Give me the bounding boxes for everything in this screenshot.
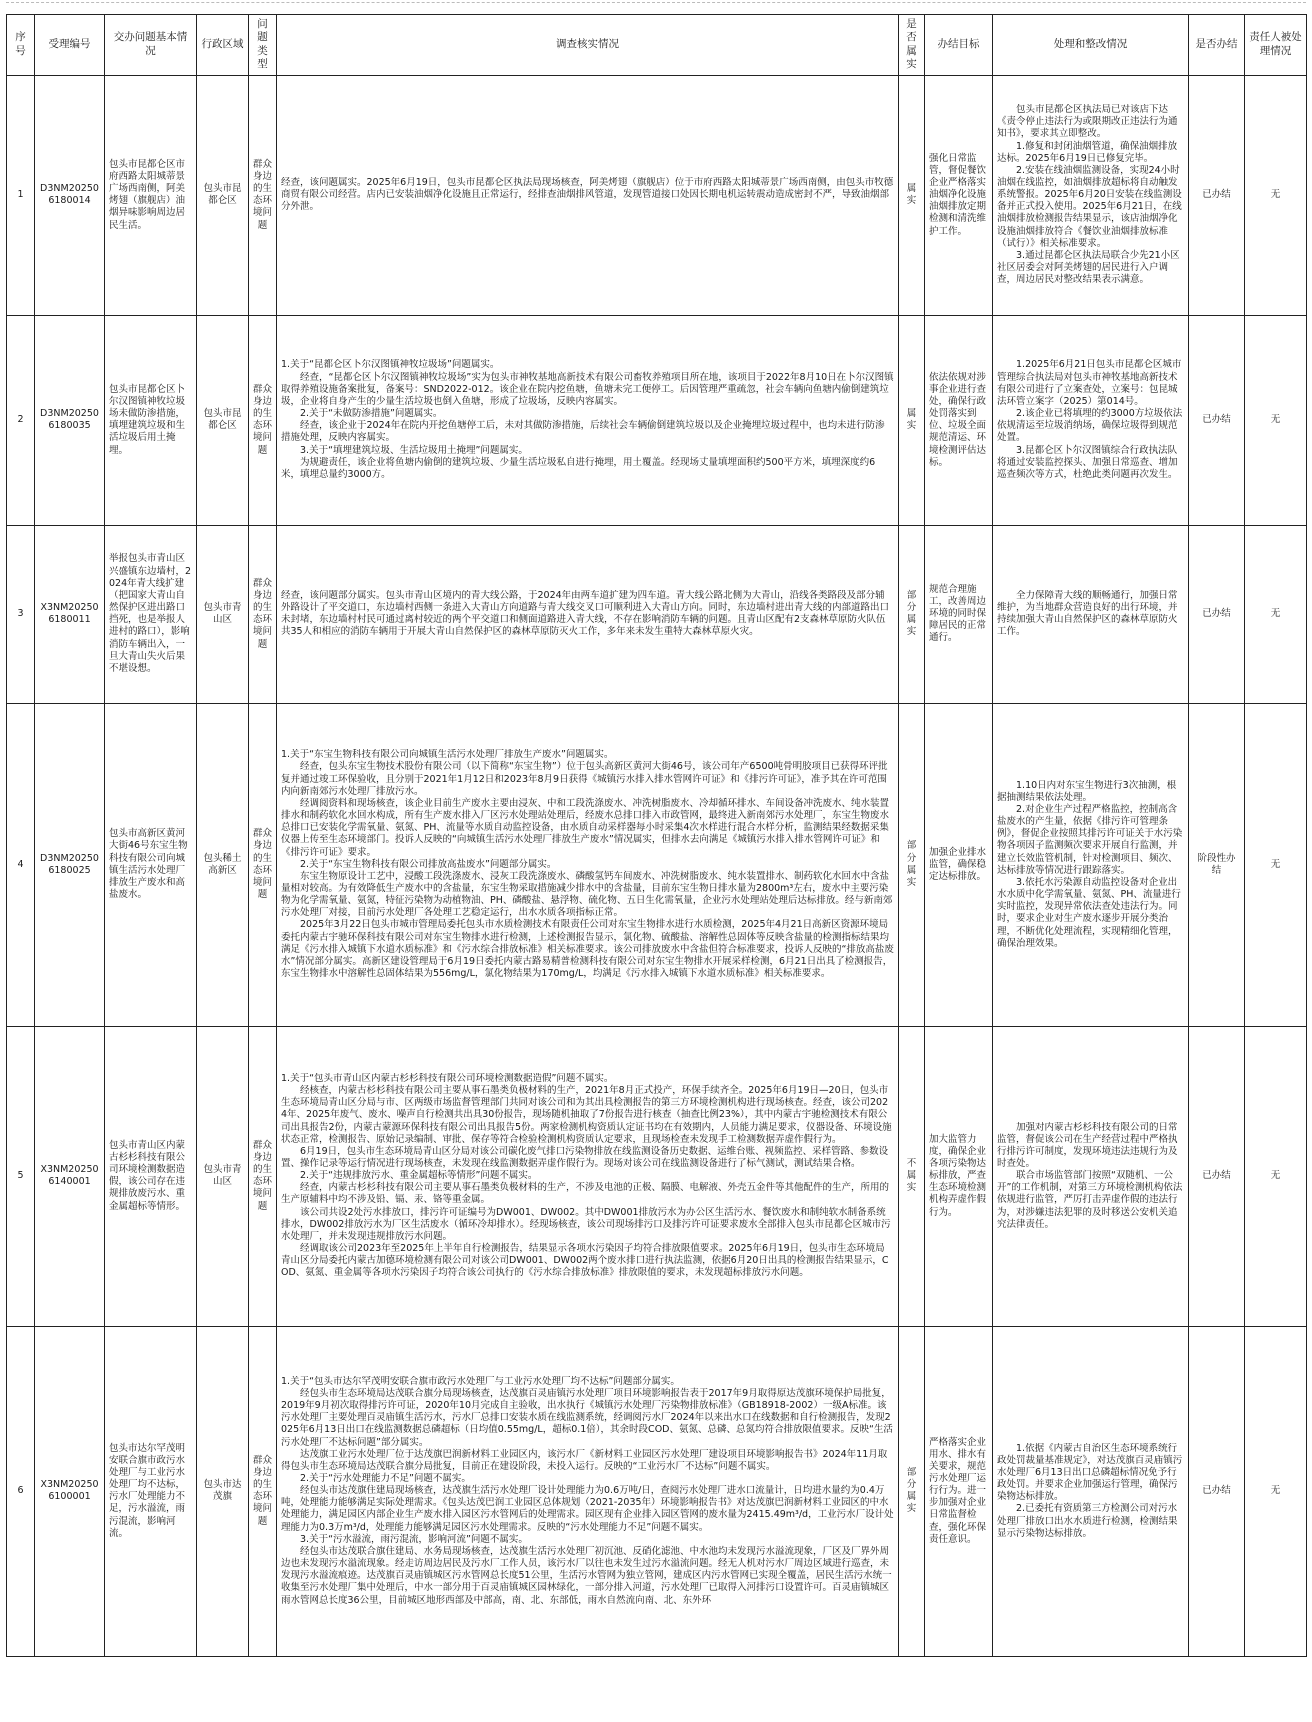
findings-paragraph: 经查，该问题属实。2025年6月19日，包头市昆都仑区执法局现场核查，阿美烤翅（旗舰店）位于市府西路太阳城蒂景广场西南侧，由包头市牧德商贸有限公司经营。店内已安装油烟净化设施且正常运行，经排查油烟排风管道，发现管道接口处因长期电机运转震动造成密封不严，导致油烟部分外泄。: [281, 177, 894, 213]
closure-goal: 强化日常监管，督促餐饮企业严格落实油烟净化设施油烟排放定期检测和清洗维护工作。: [925, 75, 993, 315]
findings-paragraph: 6月19日，包头市生态环境局青山区分局对该公司碳化废气排口污染物排放在线监测设备历史数据、运维台账、视频监控、采样管路、参数设置、操作记录等运行情况进行现场核查，未发现在线监测数据弄虚作假行为。现场对该公司在线监测设备进行了标气测试，测试结果合格。: [281, 1145, 889, 1170]
case-id: X3NM202506140001: [35, 1026, 105, 1326]
petition-handling-table: [6, 14, 1307, 1657]
row-number: 1: [7, 75, 35, 315]
case-id: D3NM202506180025: [35, 703, 105, 1026]
responsible-handling: 无: [1245, 525, 1307, 703]
handling-cell: [993, 703, 1189, 1026]
handling-cell: [993, 1026, 1189, 1326]
case-id: D3NM202506180035: [35, 315, 105, 525]
handling-paragraph: 联合市场监管部门按照“双随机、一公开”的工作机制，对第三方环境检测机构依法依规进行监管，严厉打击弄虚作假的违法行为，对涉嫌违法犯罪的及时移送公安机关追究法律责任。: [997, 1170, 1183, 1230]
closure-goal: 加强企业排水监管，确保稳定达标排放。: [925, 703, 993, 1026]
col-header-true: 是否属实: [899, 15, 925, 76]
region-name: 包头市昆都仑区: [197, 315, 249, 525]
col-header-region: 行政区域: [197, 15, 249, 76]
responsible-handling: 无: [1245, 315, 1307, 525]
closure-goal: 依法依规对涉事企业进行查处，确保行政处罚落实到位、垃圾全面规范清运、环境检测评估达标。: [925, 315, 993, 525]
handling-paragraph: 加强对内蒙古杉杉科技有限公司的日常监管，督促该公司在生产经营过程中严格执行排污许可制度，发现环境违法违规行为及时查处。: [997, 1121, 1178, 1170]
findings-paragraph: 1.关于“东宝生物科技有限公司向城镇生活污水处理厂排放生产废水”问题属实。: [281, 749, 614, 761]
problem-type: 群众身边的生态环境问题: [249, 75, 277, 315]
table-row: [7, 1026, 1307, 1326]
findings-paragraph: 2.关于“东宝生物科技有限公司排放高盐废水”问题部分属实。: [300, 858, 557, 870]
row-number: 6: [7, 1326, 35, 1656]
row-number: 5: [7, 1026, 35, 1326]
problem-type: 群众身边的生态环境问题: [249, 703, 277, 1026]
handling-paragraph: 1.依据《内蒙古自治区生态环境系统行政处罚裁量基准规定》，对达茂旗百灵庙镇污水处理厂6月13日出口总磷超标情况免予行政处罚。并要求企业加强运行管理，确保污染物达标排放。: [997, 1442, 1183, 1503]
col-header-resp: 责任人被处理情况: [1245, 15, 1307, 76]
closure-status: 阶段性办结: [1189, 703, 1245, 1026]
handling-cell: [993, 75, 1189, 315]
handling-cell: [993, 525, 1189, 703]
findings-paragraph: 1.关于“包头市青山区内蒙古杉杉科技有限公司环境检测数据造假”问题不属实。: [281, 1072, 614, 1084]
handling-cell: [993, 1326, 1189, 1656]
col-header-id: 受理编号: [35, 15, 105, 76]
findings-paragraph: 1.关于“昆都仑区卜尔汉图镇神牧垃圾场”问题属实。: [281, 359, 500, 371]
findings-paragraph: 该公司共设2处污水排放口，排污许可证编号为DW001、DW002。其中DW001排放污水为办公区生活污水、餐饮废水和制纯软水制备系统排水，DW002排放污水为厂区生活废水（循环冷却排水）。经现场核查，该公司现场排污口及排污许可证要求废水全部排入包头市昆都仑区城市污水处理厂，并未发现违规排放污水问题。: [281, 1206, 891, 1242]
col-header-no: 序号: [7, 15, 35, 76]
findings-paragraph: 1.关于“包头市达尔罕茂明安联合旗市政污水处理厂与工业污水处理厂均不达标”问题部分属实。: [281, 1375, 680, 1387]
case-summary: 包头市高新区黄河大街46号东宝生物科技有限公司向城镇生活污水处理厂排放生产废水和高盐废水。: [105, 703, 197, 1026]
verified-status: 属实: [899, 75, 925, 315]
findings-cell: [277, 315, 899, 525]
row-number: 2: [7, 315, 35, 525]
case-summary: 包头市青山区内蒙古杉杉科技有限公司环境检测数据造假，该公司存在违规排放废污水、重金属超标等情形。: [105, 1026, 197, 1326]
findings-paragraph: 2.关于“污水处理能力不足”问题不属实。: [300, 1473, 471, 1485]
problem-type: 群众身边的生态环境问题: [249, 1026, 277, 1326]
findings-paragraph: 经核查，内蒙古杉杉科技有限公司主要从事石墨类负极材料的生产，2021年8月正式投产，环保手续齐全。2025年6月19日—20日，包头市生态环境局青山区分局与市、区两级市场监督管理部门共同对该公司和为其出具检测报告的第三方环境检测机构进行现场核查。经查，该公司2024年、2025年废气、废水、噪声自行检测共出具30份报告，现场随机抽取了7份报告进行核查（抽查比例23%），其中内蒙古宇驰检测技术有限公司出具报告2份，内蒙古蒙源环保科技有限公司出具报告5份。两家检测机构资质认定证书均在有效期内，人员能力满足要求，仪器设备、环境设施状态正常，检测报告、原始记录编制、审批、保存等符合检验检测机构资质认定要求，且现场检查未发现手工检测数据弄虚作假行为。: [281, 1085, 892, 1145]
findings-paragraph: 经查，该企业于2024年在院内开挖鱼塘停工后，未对其做防渗措施，后续社会车辆偷倒建筑垃圾以及企业掩埋垃圾过程中，也均未进行防渗措施处理，反映内容属实。: [281, 420, 885, 444]
findings-paragraph: 经包头市生态环境局达茂联合旗分局现场核查，达茂旗百灵庙镇污水处理厂项目环境影响报告表于2017年9月取得原达茂旗环境保护局批复，2019年9月初次取得排污许可证，2020年10月完成自主验收，出水执行《城镇污水处理厂污染物排放标准》（GB18918-2002）一级A标准。该污水处理厂主要处理百灵庙镇生活污水，污水厂总排口安装水质在线监测系统，经调阅污水厂2024年以来出水口在线数据和自行检测报告，发现2025年6月13日出口在线监测数据总磷超标（日均值0.55mg/L，超标0.1倍），其余时段COD、氨氮、总磷、总氮均符合排放限值要求。反映“生活污水处理厂不达标问题”部分属实。: [281, 1387, 893, 1448]
case-id: D3NM202506180014: [35, 75, 105, 315]
closure-status: 已办结: [1189, 75, 1245, 315]
closure-status: 已办结: [1189, 1326, 1245, 1656]
findings-paragraph: 经查，内蒙古杉杉科技有限公司主要从事石墨类负极材料的生产，不涉及电池的正极、隔膜、电解液、外壳五金件等其他配件的生产，所用的生产原辅料中均不涉及铅、镉、汞、铬等重金属。: [281, 1182, 890, 1206]
problem-type: 群众身边的生态环境问题: [249, 315, 277, 525]
case-summary: 包头市达尔罕茂明安联合旗市政污水处理厂与工业污水处理厂均不达标，污水厂处理能力不足，污水溢流，雨污混流，影响河流。: [105, 1326, 197, 1656]
verified-status: 部分属实: [899, 525, 925, 703]
findings-paragraph: 达茂旗工业污水处理厂位于达茂旗巴润新材料工业园区内，该污水厂《新材料工业园区污水处理厂建设项目环境影响报告书》2024年11月取得包头市生态环境局达茂联合旗分局批复，目前正在建设阶段，未投入运行。反映的“工业污水厂不达标”问题不属实。: [281, 1448, 888, 1472]
handling-paragraph: 3.依托水污染源自动监控设备对企业出水水质中化学需氧量、氨氮、PH、流量进行实时监控，发现异常依法查处违法行为。同时，要求企业对生产废水逐步开展分类治理，不断优化处理流程，实现精细化管理，确保治理效果。: [997, 876, 1181, 949]
table-body: [7, 75, 1307, 1656]
handling-cell: [993, 315, 1189, 525]
problem-type: 群众身边的生态环境问题: [249, 525, 277, 703]
region-name: 包头市达茂旗: [197, 1326, 249, 1656]
verified-status: 不属实: [899, 1026, 925, 1326]
petition-table-container: [6, 14, 1307, 1657]
findings-paragraph: 经调阅资料和现场核查，该企业目前生产废水主要由浸灰、中和工段洗涤废水、冲洗树脂废水、冷却循环排水、车间设备冲洗废水、纯水装置排水和制药软化水回水构成，所有生产废水排入厂区污水处理站处理后，经废水总排口排入市政管网，最终进入新南郊污水处理厂，东宝生物废水总排口已安装化学需氧量、氨氮、PH、流量等水质自动监控设备，由水质自动采样器每小时采集4次水样进行混合水样分析，监测结果经数据采集仪器上传至生态环境部门。投诉人反映的“向城镇生活污水处理厂排放生产废水”情况属实，但排水去向满足《城镇污水排入排水管网许可证》和《排污许可证》要求。: [281, 797, 890, 858]
findings-paragraph: 经包头市达茂联合旗住建局、水务局现场核查，达茂旗生活污水处理厂初沉池、反硝化滤池、中水池均未发现污水溢流现象，厂区及厂界外周边也未发现污水溢流现象。经走访周边居民及污水厂工作人员，该污水厂以往也未发生过污水溢流问题。经无人机对污水厂周边区域进行巡查，未发现污水溢流痕迹。达茂旗百灵庙镇城区污水管网总长度51公里，生活污水管网为独立管网，建成区内污水管网已实现全覆盖，居民生活污水统一收集至污水处理厂集中处理后，中水一部分用于百灵庙镇城区园林绿化，一部分排入河道，污水处理厂已取得入河排污口设置许可。百灵庙镇城区雨水管网总长度36公里，目前城区地形西部及中部高，南、北、东部低，雨水自然流向南、北、东外环: [281, 1545, 892, 1606]
header-row: [7, 15, 1307, 76]
handling-paragraph: 1.修复和封闭油烟管道，确保油烟排放达标。2025年6月19日已修复完毕。: [997, 140, 1178, 164]
findings-cell: [277, 525, 899, 703]
closure-status: 已办结: [1189, 525, 1245, 703]
closure-status: 已办结: [1189, 315, 1245, 525]
col-header-basic: 交办问题基本情况: [105, 15, 197, 76]
row-number: 4: [7, 703, 35, 1026]
handling-paragraph: 2.该企业已将填埋的约3000方垃圾依法依规清运至垃圾消纳场，确保垃圾得到规范处置。: [997, 408, 1183, 444]
case-summary: 包头市昆都仑区卜尔汉图镇神牧垃圾场未做防渗措施，填埋建筑垃圾和生活垃圾后用土掩埋。: [105, 315, 197, 525]
closure-goal: 加大监管力度，确保企业各项污染物达标排放，严查生态环境检测机构弄虚作假行为。: [925, 1026, 993, 1326]
handling-paragraph: 3.通过昆都仑区执法局联合少先21小区社区居委会对阿美烤翅的居民进行入户调查，周边居民对整改结果表示满意。: [997, 249, 1180, 286]
region-name: 包头市昆都仑区: [197, 75, 249, 315]
region-name: 包头稀土高新区: [197, 703, 249, 1026]
findings-cell: [277, 1026, 899, 1326]
handling-paragraph: 全力保障青大线的顺畅通行，加强日常维护，为当地群众营造良好的出行环境，并持续加强大青山自然保护区的森林草原防火工作。: [997, 589, 1178, 638]
responsible-handling: 无: [1245, 703, 1307, 1026]
responsible-handling: 无: [1245, 75, 1307, 315]
findings-paragraph: 3.关于“污水溢流，雨污混流，影响河流”问题不属实。: [300, 1533, 528, 1545]
findings-cell: [277, 703, 899, 1026]
col-header-type: 问题类型: [249, 15, 277, 76]
handling-paragraph: 1.2025年6月21日包头市昆都仑区城市管理综合执法局对包头市神牧基地高新技术有限公司进行了立案查处，立案号：包昆城法环管立案字（2025）第014号。: [997, 359, 1182, 407]
region-name: 包头市青山区: [197, 525, 249, 703]
previous-page-edge: [6, 0, 1306, 12]
verified-status: 部分属实: [899, 1326, 925, 1656]
findings-cell: [277, 1326, 899, 1656]
handling-paragraph: 2.安装在线油烟监测设备，实现24小时油烟在线监控，如油烟排放超标将自动触发系统警报。2025年6月20日安装在线监测设备并正式投入使用。2025年6月21日，在线油烟排放检测报告结果显示，该店油烟净化设施油烟排放符合《餐饮业油烟排放标准（试行）》相关标准要求。: [997, 164, 1182, 249]
closure-goal: 规范合理施工，改善周边环境的同时保障居民的正常通行。: [925, 525, 993, 703]
findings-paragraph: 2.关于“未做防渗措施”问题属实。: [300, 408, 443, 420]
findings-paragraph: 经查，该问题部分属实。包头市青山区境内的青大线公路，于2024年由两车道扩建为四车道。青大线公路北侧为大青山，沿线各类路段及部分辅外路设计了平交道口，东边墙村西侧一条进入大青山方向道路与青大线交叉口可顺利进入大青山方向。同时，东边墙村进出青大线的内部道路出口未封堵，东边墙村村民可通过离村较近的两个平交道口和侧面道路进入青大线，不存在影响消防车辆的问题。且青山区配有2支森林草原防火队伍共35人和相应的消防车辆用于开展大青山自然保护区的森林草原防灭火工作，多年来未发生重特大森林草原火灾。: [281, 589, 890, 638]
findings-paragraph: 经包头市达茂旗住建局现场核查，达茂旗生活污水处理厂设计处理能力为0.6万吨/日，查阅污水处理厂进水口流量计，日均进水量约为0.4万吨，处理能力能够满足实际处理需求。《包头达茂巴润工业园区总体规划（2021-2035年）环境影响报告书》对达茂旗巴润新材料工业园区的中水处理能力，满足园区内部企业生产废水排入园区污水管网后的处理需求。园区现有企业排入园区管网的废水量为2415.49m³/d，工业污水厂设计处理能力为0.3万m³/d，处理能力能够满足园区污水处理需求。反映的“污水处理能力不足”问题不属实。: [281, 1485, 894, 1533]
table-row: [7, 1326, 1307, 1656]
col-header-findings: 调查核实情况: [277, 15, 899, 76]
table-row: [7, 525, 1307, 703]
findings-paragraph: 东宝生物原设计工艺中，浸酸工段洗涤废水、浸灰工段洗涤废水、磷酸氢钙车间废水、冲洗树脂废水、纯水装置排水、制药软化水回水中含盐量相对较高。为有效降低生产废水中的含盐量，东宝生物采取措施减少排水中的含盐量，目前东宝生物日排水量为2800m³左右，废水中主要污染物为化学需氧量、氨氮，特征污染物为动植物油、PH、磷酸盐、悬浮物、硫化物、五日生化需氧量，企业污水处理站处理后达标排放。经与新南郊污水处理厂对接，目前污水处理厂各处理工艺稳定运行，出水水质各项指标正常。: [281, 870, 893, 919]
verified-status: 部分属实: [899, 703, 925, 1026]
closure-goal: 严格落实企业用水、排水有关要求，规范污水处理厂运行行为。进一步加强对企业日常监督检查，强化环保责任意识。: [925, 1326, 993, 1656]
findings-paragraph: 经查，包头东宝生物技术股份有限公司（以下简称“东宝生物”）位于包头高新区黄河大街46号，该公司年产6500吨骨明胶项目已获得环评批复并通过竣工环保验收，且分别于2021年1月12日和2023年8月9日获得《城镇污水排入排水管网许可证》和《排污许可证》，准予其在许可范围内向新南郊污水处理厂排放污水。: [281, 761, 888, 797]
handling-paragraph: 1.10日内对东宝生物进行3次抽测，根据抽测结果依法处理。: [997, 779, 1177, 803]
findings-paragraph: 2025年3月22日包头市城市管理局委托包头市水质检测技术有限责任公司对东宝生物排水进行水质检测，2025年4月21日高新区资源环境局委托内蒙古宇驰环保科技有限公司对东宝生物排水进行检测，上述检测报告显示，氯化物、硫酸盐、溶解性总固体等反映含盐量的检测指标结果均满足《污水排入城镇下水道水质标准》和《污水综合排放标准》相关标准要求。该公司排放废水中含盐但符合标准要求，投诉人反映的“排放高盐废水”情况部分属实。高新区建设管理局于6月19日委托内蒙古路易精普检测科技有限公司对东宝生物排水开展采样检测，6月21日出具了检测报告，东宝生物排水中溶解性总固体结果为556mg/L，氯化物结果为170mg/L，均满足《污水排入城镇下水道水质标准》相关标准要求。: [281, 919, 894, 980]
verified-status: 属实: [899, 315, 925, 525]
case-id: X3NM202506180011: [35, 525, 105, 703]
handling-paragraph: 3.昆都仑区卜尔汉图镇综合行政执法队将通过安装监控探头、加强日常巡查、增加巡查频次等方式，杜绝此类问题再次发生。: [997, 444, 1178, 480]
responsible-handling: 无: [1245, 1026, 1307, 1326]
table-row: [7, 315, 1307, 525]
findings-paragraph: 经查，“昆都仑区卜尔汉图镇神牧垃圾场”实为包头市神牧基地高新技术有限公司畜牧养殖项目所在地，该项目于2022年8月10日在卜尔汉图镇取得养殖设施备案批复，备案号：SND2022-012。该企业在院内挖鱼塘，鱼塘未完工便停工。后因管理严重疏忽，社会车辆向鱼塘内偷倒建筑垃圾，企业将自身产生的少量生活垃圾也倒入鱼塘，形成了垃圾场，反映内容属实。: [281, 371, 894, 407]
findings-paragraph: 经调取该公司2023年至2025年上半年自行检测报告，结果显示各项水污染因子均符合排放限值要求。2025年6月19日，包头市生态环境局青山区分局委托内蒙古加德环境检测有限公司对该公司DW001、DW002两个废水排口进行执法监测，依据6月20日出具的检测报告结果显示，COD、氨氮、重金属等各项水污染因子均符合该公司执行的《污水综合排放标准》排放限值的要求，未发现超标排放污水问题。: [281, 1243, 889, 1279]
closure-status: 已办结: [1189, 1026, 1245, 1326]
findings-paragraph: 2.关于“违规排放污水、重金属超标等情形”问题不属实。: [300, 1170, 538, 1182]
handling-paragraph: 2.已委托有资质第三方检测公司对污水处理厂排放口出水水质进行检测，检测结果显示污染物达标排放。: [997, 1503, 1178, 1539]
case-summary: 举报包头市青山区兴盛镇东边墙村，2024年青大线扩建（把国家大青山自然保护区进出路口挡死，也是举报人进村的路口），影响消防车辆出入，一旦大青山失火后果不堪设想。: [105, 525, 197, 703]
table-row: [7, 703, 1307, 1026]
findings-cell: [277, 75, 899, 315]
col-header-goal: 办结目标: [925, 15, 993, 76]
responsible-handling: 无: [1245, 1326, 1307, 1656]
region-name: 包头市青山区: [197, 1026, 249, 1326]
findings-paragraph: 3.关于“填埋建筑垃圾、生活垃圾用土掩埋”问题属实。: [300, 444, 528, 456]
handling-paragraph: 包头市昆都仑区执法局已对该店下达《责令停止违法行为或限期改正违法行为通知书》，要求其立即整改。: [997, 104, 1178, 140]
problem-type: 群众身边的生态环境问题: [249, 1326, 277, 1656]
case-id: X3NM202506100001: [35, 1326, 105, 1656]
col-header-handling: 处理和整改情况: [993, 15, 1189, 76]
case-summary: 包头市昆都仑区市府西路太阳城蒂景广场西南侧，阿美烤翅（旗舰店）油烟异味影响周边居民生活。: [105, 75, 197, 315]
findings-paragraph: 为规避责任，该企业将鱼塘内偷倒的建筑垃圾、少量生活垃圾私自进行掩埋，用土覆盖。经现场丈量填埋面积约500平方米，填埋深度约6米，填埋总量约3000方。: [281, 456, 876, 480]
handling-paragraph: 2.对企业生产过程严格监控，控制高含盐废水的产生量，依据《排污许可管理条例》，督促企业按照其排污许可证关于水污染物各项因子监测频次要求开展自行监测，并建立长效监管机制，针对检测项目、频次、达标排放等情况进行跟踪落实。: [997, 803, 1183, 876]
table-header: [7, 15, 1307, 76]
col-header-closed: 是否办结: [1189, 15, 1245, 76]
row-number: 3: [7, 525, 35, 703]
table-row: [7, 75, 1307, 315]
